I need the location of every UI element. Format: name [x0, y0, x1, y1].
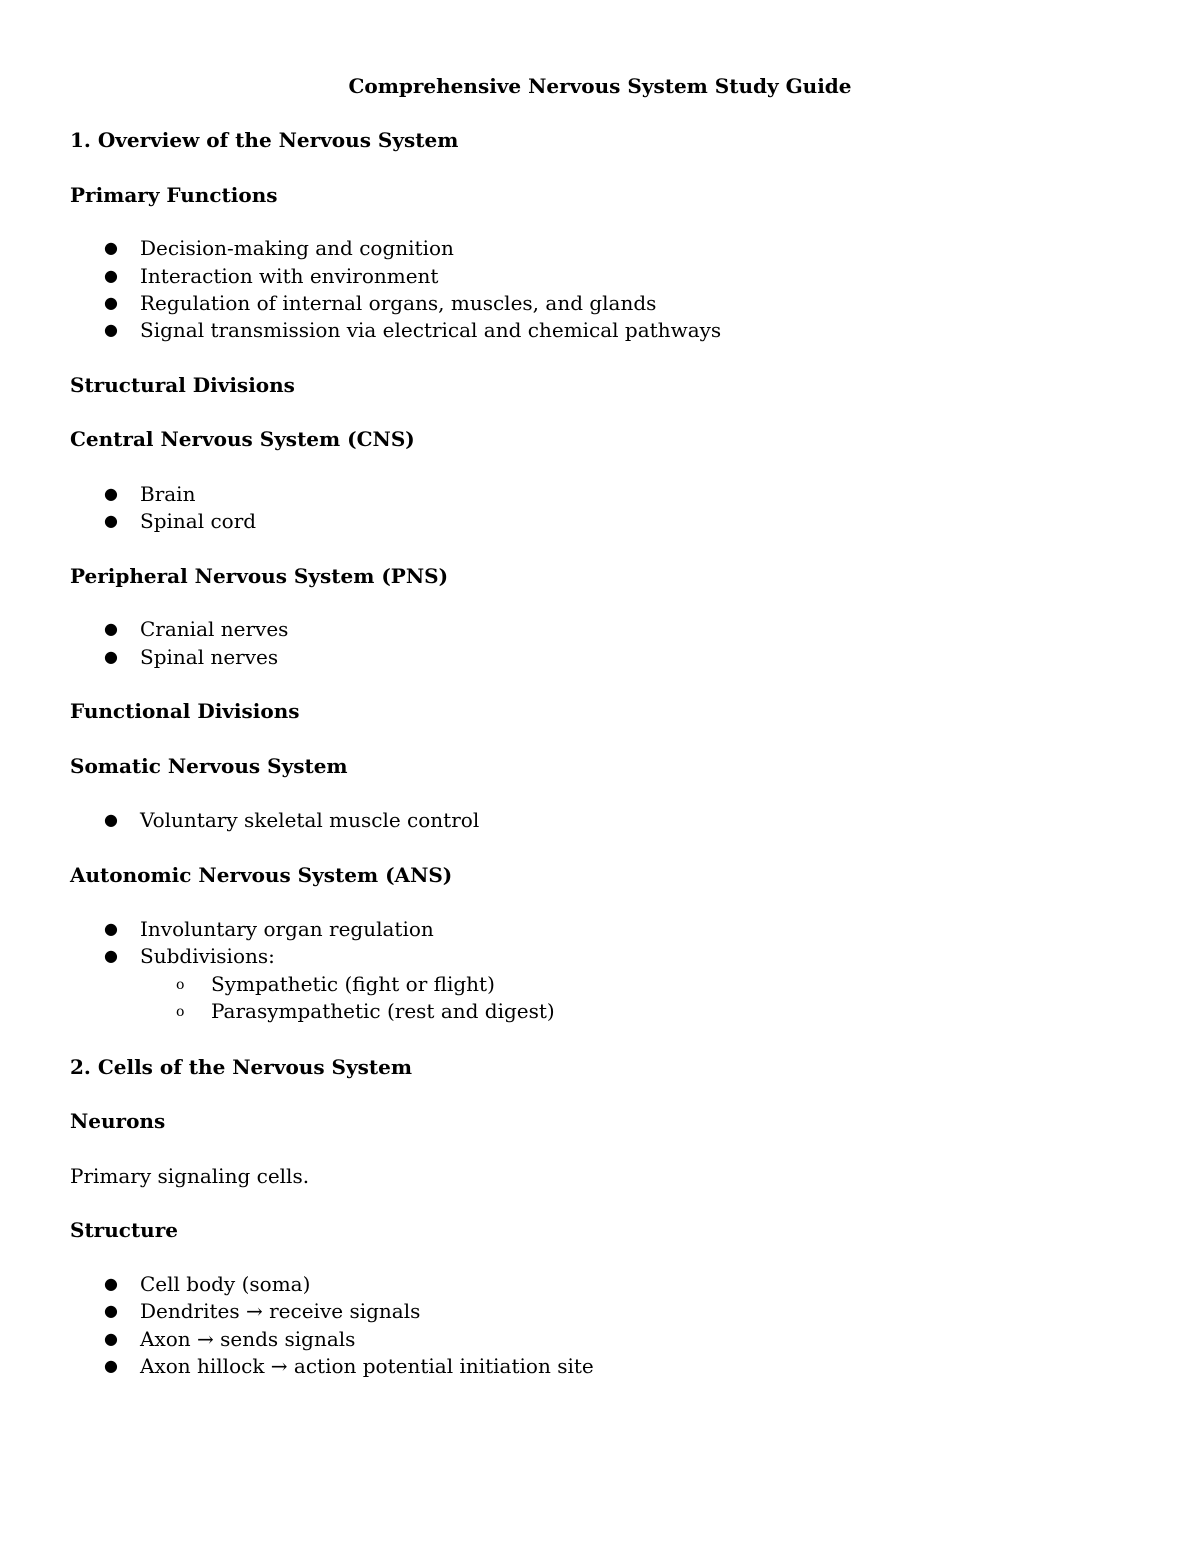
list-item: Voluntary skeletal muscle control — [140, 808, 480, 832]
subheading-neurons: Neurons — [70, 1109, 166, 1133]
subheading-functional-divisions: Functional Divisions — [70, 699, 300, 723]
list-item: Cranial nerves — [140, 617, 289, 641]
list-item: Decision-making and cognition — [140, 236, 454, 260]
bullet-marker: ● — [104, 320, 118, 339]
subheading-structural-divisions: Structural Divisions — [70, 373, 295, 397]
subheading-pns: Peripheral Nervous System (PNS) — [70, 564, 449, 588]
sub-bullet-marker: o — [176, 977, 185, 993]
sub-list-item: Parasympathetic (rest and digest) — [211, 999, 555, 1023]
bullet-marker: ● — [104, 511, 118, 530]
section-heading-overview: 1. Overview of the Nervous System — [70, 128, 459, 152]
bullet-marker: ● — [104, 293, 118, 312]
bullet-marker: ● — [104, 946, 118, 965]
list-item: Brain — [140, 482, 196, 506]
sub-list-item: Sympathetic (fight or flight) — [211, 972, 495, 996]
section-heading-cells: 2. Cells of the Nervous System — [70, 1055, 412, 1079]
subheading-primary-functions: Primary Functions — [70, 183, 278, 207]
list-item: Regulation of internal organs, muscles, and glands — [140, 291, 657, 315]
subheading-cns: Central Nervous System (CNS) — [70, 427, 415, 451]
bullet-marker: ● — [104, 1329, 118, 1348]
bullet-marker: ● — [104, 1274, 118, 1293]
subheading-structure: Structure — [70, 1218, 178, 1242]
bullet-marker: ● — [104, 619, 118, 638]
list-item: Dendrites → receive signals — [140, 1299, 421, 1323]
list-item: Axon → sends signals — [140, 1327, 356, 1351]
bullet-marker: ● — [104, 266, 118, 285]
bullet-marker: ● — [104, 1356, 118, 1375]
list-item: Cell body (soma) — [140, 1272, 311, 1296]
list-item: Involuntary organ regulation — [140, 917, 434, 941]
list-item: Spinal nerves — [140, 645, 279, 669]
bullet-marker: ● — [104, 1301, 118, 1320]
bullet-marker: ● — [104, 484, 118, 503]
list-item: Interaction with environment — [140, 264, 439, 288]
bullet-marker: ● — [104, 919, 118, 938]
list-item: Signal transmission via electrical and chemical pathways — [140, 318, 722, 342]
neurons-description: Primary signaling cells. — [70, 1164, 310, 1188]
subheading-somatic: Somatic Nervous System — [70, 754, 348, 778]
list-item: Axon hillock → action potential initiation site — [140, 1354, 594, 1378]
sub-bullet-marker: o — [176, 1004, 185, 1020]
document-title: Comprehensive Nervous System Study Guide — [348, 74, 852, 98]
subheading-ans: Autonomic Nervous System (ANS) — [70, 863, 453, 887]
list-item: Subdivisions: — [140, 944, 275, 968]
bullet-marker: ● — [104, 647, 118, 666]
bullet-marker: ● — [104, 810, 118, 829]
bullet-marker: ● — [104, 238, 118, 257]
list-item: Spinal cord — [140, 509, 257, 533]
